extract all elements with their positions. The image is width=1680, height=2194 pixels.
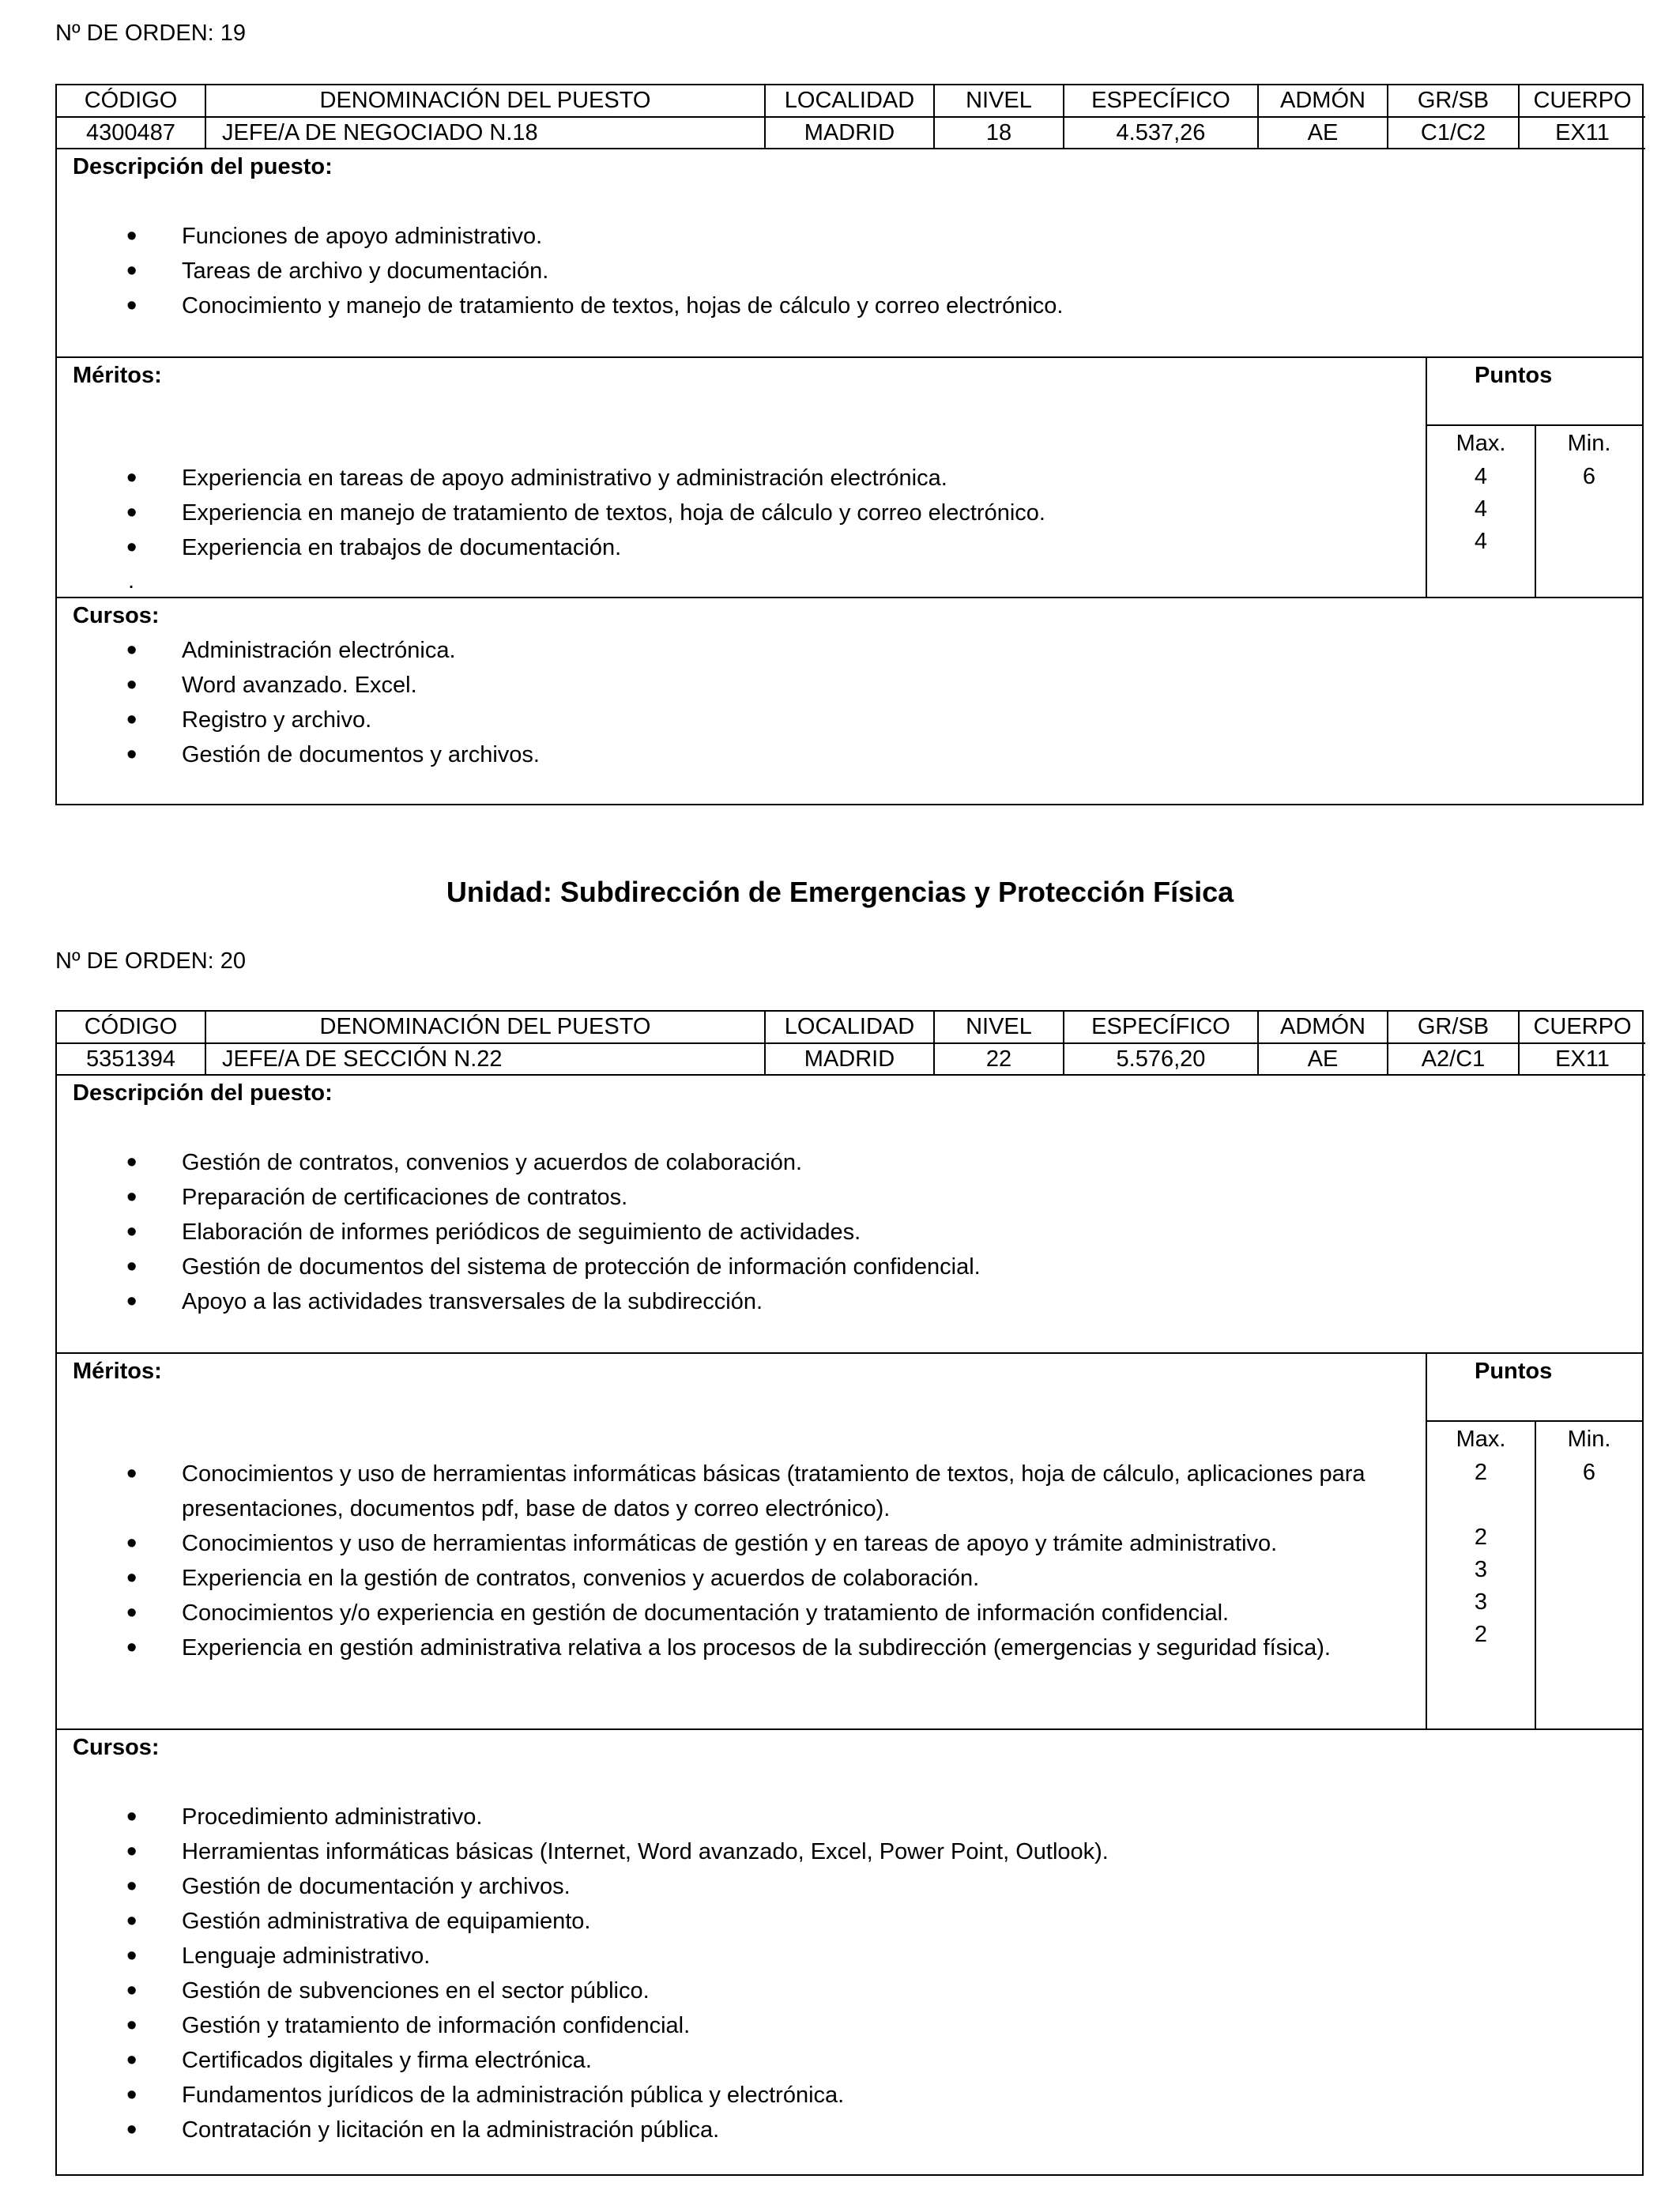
list-item: • Conocimiento y manejo de tratamiento de textos, hojas de cálculo y correo electrónico. xyxy=(57,288,1642,323)
list-item: • Experiencia en la gestión de contratos, convenios y acuerdos de colaboración. xyxy=(57,1561,1426,1596)
descripcion-section xyxy=(57,149,1642,356)
meritos-section xyxy=(57,1352,1642,1728)
min-value: 6 xyxy=(1582,464,1596,489)
list-item: • Experiencia en manejo de tratamiento de textos, hoja de cálculo y correo electrónico. xyxy=(57,496,1426,530)
list-item: • Gestión y tratamiento de información confidencial. xyxy=(57,2008,1642,2043)
list-item: • Experiencia en trabajos de documentación. xyxy=(57,530,1426,565)
order-number-19: Nº DE ORDEN: 19 xyxy=(55,21,247,46)
meritos-label: Méritos: xyxy=(73,363,162,388)
job-header-table xyxy=(57,85,1645,149)
meritos-section xyxy=(57,356,1642,597)
meritos-list xyxy=(57,1457,1426,1665)
min-label: Min. xyxy=(1567,431,1611,456)
cell-denominacion: JEFE/A DE SECCIÓN N.22 xyxy=(205,1043,765,1075)
list-item: • Conocimientos y uso de herramientas informáticas de gestión y en tareas de apoyo y trámite administrativo. xyxy=(57,1526,1426,1561)
list-item: • Gestión de documentos y archivos. xyxy=(57,737,1642,772)
cell-codigo: 5351394 xyxy=(57,1043,205,1075)
col-grsb: GR/SB xyxy=(1388,1012,1519,1043)
list-item: • Conocimientos y uso de herramientas informáticas básicas (tratamiento de textos, hoja de cálculo, aplicaciones para presentaciones, documentos pdf, base de datos y correo electrónico). xyxy=(57,1457,1426,1526)
list-item: • Apoyo a las actividades transversales de la subdirección. xyxy=(57,1284,1642,1319)
cursos-label: Cursos: xyxy=(73,1735,160,1760)
cursos-section xyxy=(57,1728,1642,2174)
max-label: Max. xyxy=(1456,1427,1506,1452)
header-row xyxy=(57,85,1645,117)
max-column xyxy=(1427,1422,1536,1728)
min-column xyxy=(1536,426,1642,597)
list-item: • Gestión de contratos, convenios y acuerdos de colaboración. xyxy=(57,1145,1642,1180)
max-value: 3 xyxy=(1474,1589,1488,1615)
meritos-list xyxy=(57,461,1426,565)
max-value xyxy=(1427,1489,1535,1521)
max-value: 4 xyxy=(1474,464,1488,489)
job-header-table xyxy=(57,1012,1645,1076)
col-admon: ADMÓN xyxy=(1258,1012,1388,1043)
unit-title: Unidad: Subdirección de Emergencias y Protección Física xyxy=(446,876,1234,908)
cursos-label: Cursos: xyxy=(73,603,160,628)
list-item: • Certificados digitales y firma electrónica. xyxy=(57,2043,1642,2078)
puntos-columns xyxy=(1427,1422,1642,1728)
cell-grsb: A2/C1 xyxy=(1388,1043,1519,1075)
cell-localidad: MADRID xyxy=(765,1043,934,1075)
max-value: 4 xyxy=(1474,529,1488,554)
cell-especifico: 4.537,26 xyxy=(1064,117,1258,149)
col-codigo: CÓDIGO xyxy=(57,1012,205,1043)
cell-nivel: 22 xyxy=(934,1043,1064,1075)
data-row xyxy=(57,117,1645,149)
col-grsb: GR/SB xyxy=(1388,85,1519,117)
stray-dot: . xyxy=(128,568,135,594)
puntos-panel xyxy=(1427,358,1642,597)
col-especifico: ESPECÍFICO xyxy=(1064,85,1258,117)
list-item: • Conocimientos y/o experiencia en gestión de documentación y tratamiento de información confidencial. xyxy=(57,1596,1426,1630)
col-especifico: ESPECÍFICO xyxy=(1064,1012,1258,1043)
data-row xyxy=(57,1043,1645,1075)
max-label: Max. xyxy=(1456,431,1506,456)
min-column xyxy=(1536,1422,1642,1728)
col-nivel: NIVEL xyxy=(934,1012,1064,1043)
list-item: • Gestión de documentos del sistema de protección de información confidencial. xyxy=(57,1250,1642,1284)
list-item: • Procedimiento administrativo. xyxy=(57,1800,1642,1834)
list-item: • Experiencia en gestión administrativa relativa a los procesos de la subdirección (emergencias y seguridad física). xyxy=(57,1630,1426,1665)
col-denominacion: DENOMINACIÓN DEL PUESTO xyxy=(205,1012,765,1043)
job-card-19 xyxy=(55,84,1644,805)
cell-localidad: MADRID xyxy=(765,117,934,149)
cursos-section xyxy=(57,597,1642,804)
descripcion-list xyxy=(57,219,1642,323)
col-cuerpo: CUERPO xyxy=(1519,1012,1645,1043)
cell-especifico: 5.576,20 xyxy=(1064,1043,1258,1075)
list-item: • Elaboración de informes periódicos de seguimiento de actividades. xyxy=(57,1215,1642,1250)
max-value: 2 xyxy=(1474,1460,1488,1485)
list-item: • Funciones de apoyo administrativo. xyxy=(57,219,1642,254)
descripcion-list xyxy=(57,1145,1642,1319)
descripcion-label: Descripción del puesto: xyxy=(73,154,333,179)
cell-nivel: 18 xyxy=(934,117,1064,149)
cell-grsb: C1/C2 xyxy=(1388,117,1519,149)
puntos-label: Puntos xyxy=(1427,1354,1642,1422)
list-item: • Registro y archivo. xyxy=(57,703,1642,737)
col-codigo: CÓDIGO xyxy=(57,85,205,117)
list-item: • Fundamentos jurídicos de la administración pública y electrónica. xyxy=(57,2078,1642,2113)
meritos-left xyxy=(57,358,1427,597)
order-number-20: Nº DE ORDEN: 20 xyxy=(55,948,247,974)
meritos-label: Méritos: xyxy=(73,1359,162,1384)
col-localidad: LOCALIDAD xyxy=(765,85,934,117)
puntos-label: Puntos xyxy=(1427,358,1642,426)
job-card-20 xyxy=(55,1010,1644,2176)
descripcion-label: Descripción del puesto: xyxy=(73,1080,333,1106)
cell-cuerpo: EX11 xyxy=(1519,117,1645,149)
cell-admon: AE xyxy=(1258,117,1388,149)
descripcion-section xyxy=(57,1076,1642,1352)
col-localidad: LOCALIDAD xyxy=(765,1012,934,1043)
max-column xyxy=(1427,426,1536,597)
list-item: • Word avanzado. Excel. xyxy=(57,668,1642,703)
cell-cuerpo: EX11 xyxy=(1519,1043,1645,1075)
list-item: • Herramientas informáticas básicas (Internet, Word avanzado, Excel, Power Point, Outlook). xyxy=(57,1834,1642,1869)
max-value: 2 xyxy=(1474,1525,1488,1550)
min-label: Min. xyxy=(1567,1427,1611,1452)
list-item: • Experiencia en tareas de apoyo administrativo y administración electrónica. xyxy=(57,461,1426,496)
list-item: • Contratación y licitación en la administración pública. xyxy=(57,2113,1642,2147)
col-cuerpo: CUERPO xyxy=(1519,85,1645,117)
header-row xyxy=(57,1012,1645,1043)
max-value: 2 xyxy=(1474,1622,1488,1647)
list-item: • Preparación de certificaciones de contratos. xyxy=(57,1180,1642,1215)
col-admon: ADMÓN xyxy=(1258,85,1388,117)
col-nivel: NIVEL xyxy=(934,85,1064,117)
list-item: • Administración electrónica. xyxy=(57,633,1642,668)
list-item: • Tareas de archivo y documentación. xyxy=(57,254,1642,288)
list-item: • Lenguaje administrativo. xyxy=(57,1939,1642,1973)
cursos-list xyxy=(57,1800,1642,2147)
cursos-list xyxy=(57,633,1642,772)
list-item: • Gestión de documentación y archivos. xyxy=(57,1869,1642,1904)
puntos-panel xyxy=(1427,1354,1642,1728)
max-value: 4 xyxy=(1474,496,1488,522)
min-value: 6 xyxy=(1582,1460,1596,1485)
cell-codigo: 4300487 xyxy=(57,117,205,149)
puntos-columns xyxy=(1427,426,1642,597)
col-denominacion: DENOMINACIÓN DEL PUESTO xyxy=(205,85,765,117)
max-value: 3 xyxy=(1474,1557,1488,1582)
list-item: • Gestión de subvenciones en el sector público. xyxy=(57,1973,1642,2008)
meritos-left xyxy=(57,1354,1427,1728)
cell-admon: AE xyxy=(1258,1043,1388,1075)
list-item: • Gestión administrativa de equipamiento. xyxy=(57,1904,1642,1939)
cell-denominacion: JEFE/A DE NEGOCIADO N.18 xyxy=(205,117,765,149)
